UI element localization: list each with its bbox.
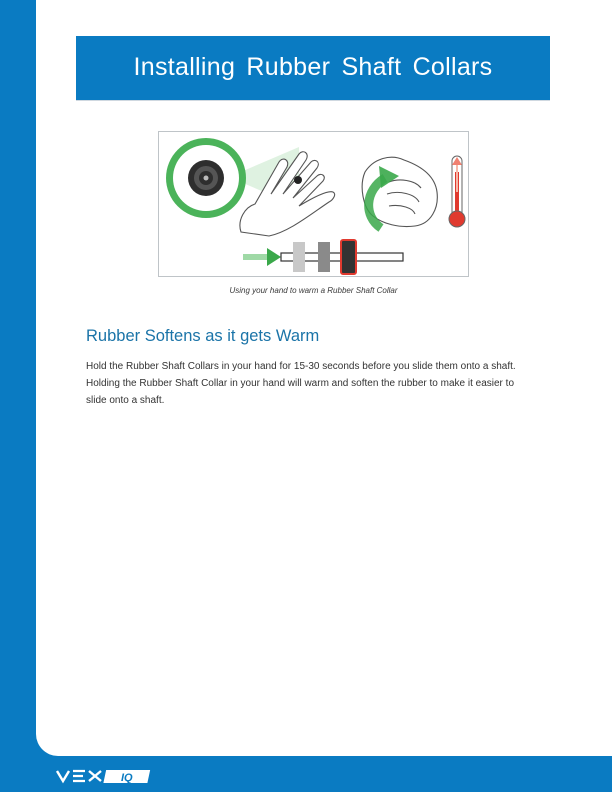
page-title: Installing Rubber Shaft Collars (133, 53, 493, 81)
logo-badge: IQ (121, 772, 133, 784)
shaft-icon (281, 240, 403, 274)
section-heading: Rubber Softens as it gets Warm (86, 327, 320, 345)
figure-caption: Using your hand to warm a Rubber Shaft Collar (229, 286, 398, 295)
body-paragraph: Hold the Rubber Shaft Collars in your hand for 15-30 seconds before you slide them onto a shaft. Holding the Rubber Shaft Collar in your hand will warm and soften the rubber to make it easier to slide onto a shaft. (86, 361, 516, 406)
hand-icon (240, 152, 335, 236)
vex-logo-icon (55, 766, 155, 786)
title-banner (76, 36, 550, 100)
thermometer-icon (449, 156, 465, 227)
slide-arrow-icon (243, 248, 281, 266)
figure-frame (158, 131, 469, 277)
collar-warming-illustration (159, 132, 468, 276)
vex-iq-logo (55, 766, 155, 786)
